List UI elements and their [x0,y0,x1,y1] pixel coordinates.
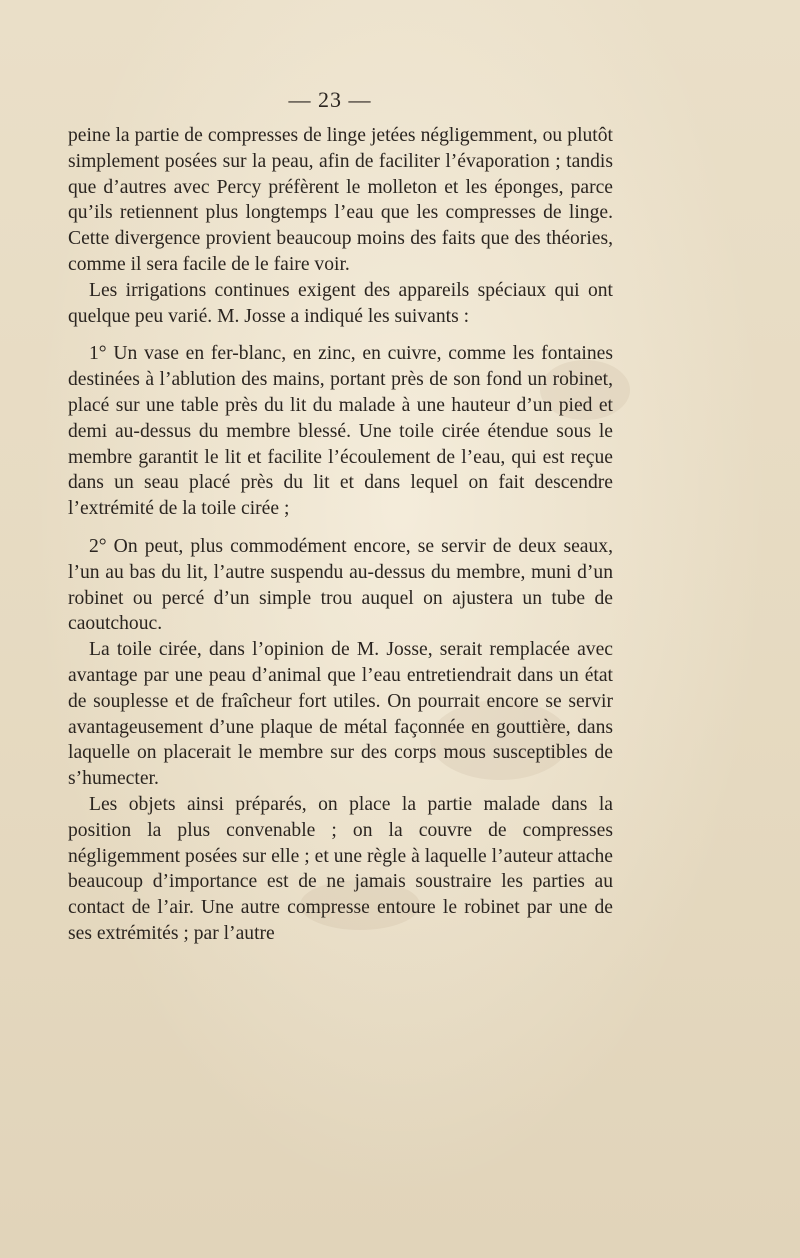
paragraph: Les objets ainsi préparés, on place la partie malade dans la position la plus convenable ; on la couvre de compresses négligemment posées sur elle ; et une règle à laquelle l’auteur attache beaucoup d’importance est de ne jamais soustraire les parties au contact de l’air. Une autre compresse entoure le robinet par une de ses extrémités ; par l’autre [68,793,613,944]
paragraph: 2° On peut, plus commodément encore, se servir de deux seaux, l’un au bas du lit, l’autre suspendu au-dessus du membre, muni d’un robinet ou percé d’un simple trou auquel on ajustera un tube de caoutchouc. [68,535,613,635]
page-number: — 23 — [288,87,372,112]
paragraph: Les irrigations continues exigent des appareils spéciaux qui ont quelque peu varié. M. Josse a indiqué les suivants : [68,279,613,327]
paragraph: peine la partie de compresses de linge jetées négligemment, ou plutôt simplement posées sur la peau, afin de faciliter l’évaporation ; tandis que d’autres avec Percy préfèrent le molleton et les éponges, parce qu’ils retiennent plus longtemps l’eau que les compresses de linge. Cette divergence provient beaucoup moins des faits que des théories, comme il sera facile de le faire voir. [68,125,613,275]
body-text [68,123,613,947]
paragraph: 1° Un vase en fer-blanc, en zinc, en cuivre, comme les fontaines destinées à l’ablution des mains, portant près de son fond un robinet, placé sur une table près du lit du malade à une hauteur d’un pied et demi au-dessus du membre blessé. Une toile cirée étendue sous le membre garantit le lit et facilite l’écoulement de l’eau, qui est reçue dans un seau placé près du lit et dans lequel on fait descendre l’extrémité de la toile cirée ; [68,343,613,520]
paragraph: La toile cirée, dans l’opinion de M. Josse, serait remplacée avec avantage par une peau d’animal que l’eau entretiendrait dans un état de souplesse et de fraîcheur fort utiles. On pourrait encore se servir avantageusement d’une plaque de métal façonnée en gouttière, dans laquelle on placerait le membre sur des corps mous susceptibles de s’humecter. [68,639,613,790]
